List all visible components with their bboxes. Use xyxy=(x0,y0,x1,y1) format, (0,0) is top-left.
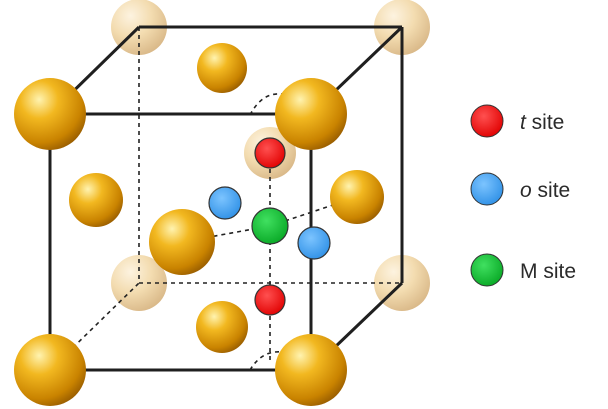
o-site-left xyxy=(209,187,241,219)
atom-front-top-right xyxy=(275,78,347,150)
o-site-right xyxy=(298,227,330,259)
atom-front-top-left xyxy=(14,78,86,150)
atom-face-top xyxy=(197,43,247,93)
legend-m-marker xyxy=(471,254,503,286)
atom-front-bottom-right xyxy=(275,334,347,406)
t-site-upper xyxy=(255,138,285,168)
legend-o-marker xyxy=(471,173,503,205)
atom-face-front xyxy=(149,209,215,275)
m-site-center xyxy=(252,208,288,244)
legend-t-marker xyxy=(471,105,503,137)
atom-front-bottom-left xyxy=(14,334,86,406)
legend xyxy=(471,105,576,286)
legend-m-label: M site xyxy=(520,260,577,283)
atom-face-right xyxy=(330,170,384,224)
legend-o-label: o site xyxy=(520,179,571,202)
atom-face-left xyxy=(69,173,123,227)
atom-face-bottom xyxy=(196,301,248,353)
legend-t-label: t site xyxy=(520,111,565,134)
t-site-lower xyxy=(255,285,285,315)
